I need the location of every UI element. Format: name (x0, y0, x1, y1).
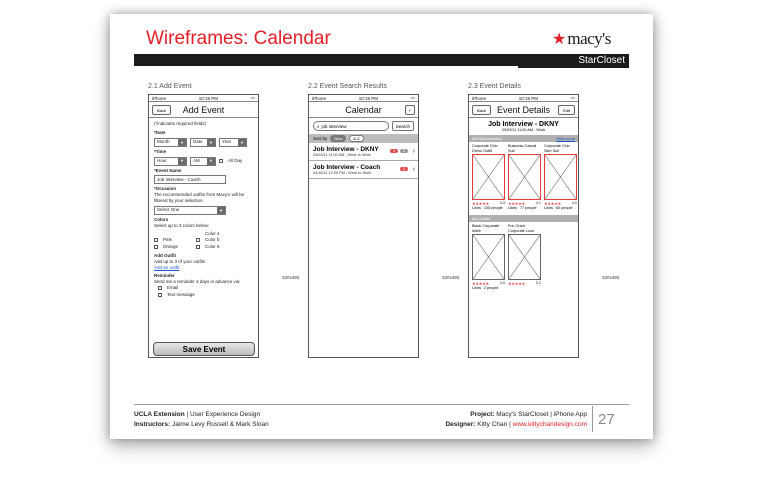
chevron-down-icon: ▼ (207, 158, 215, 165)
phone-add-event: iPhone 10:15 PM ▭ Back Add Event (*indicates required fields) *Date Month ▼ Date ▼ Year ▼ *Time Hour ▼ AM ▼ All Day *Event Name Job Interview - Coach *Occasion The recommended outfits from Macy's will be filtered by your selection. Select One ▼ Colors Select up to 3 colors below: Pink Orange Color 4 Color 5 Color 6 Add Outfit Add up to 3 of your outfits Add an outfit Reminder Send me a reminder 3 days in advance via: Email Text message Save Event (148, 94, 259, 358)
chevron-right-icon: › (412, 166, 415, 173)
battery-icon: ▭ (570, 95, 575, 100)
outfit-image (544, 154, 577, 200)
outfit-card[interactable]: Corporate Chic Skirt Suit ★★★★★ 4.0 Likes 60 people (544, 144, 577, 210)
star-icon: ★ (552, 31, 567, 48)
event-subtitle: 03/03/11 11:00 AM - Work (501, 128, 546, 132)
screen-label-search: 2.2 Event Search Results (308, 83, 387, 90)
outfit-image (472, 154, 505, 200)
nav-bar (469, 102, 578, 118)
required-note: (*indicates required fields) (154, 121, 207, 126)
colors-label: Colors (154, 216, 169, 222)
back-button[interactable]: Back (152, 105, 171, 115)
event-name-input[interactable]: Job Interview - Coach (154, 175, 226, 184)
count-badge: 4 (390, 149, 398, 153)
chevron-down-icon: ▼ (207, 139, 215, 146)
add-outfit-label: Add Outfit (154, 253, 176, 259)
screen-label-details: 2.3 Event Details (468, 83, 521, 90)
chevron-down-icon: ▼ (238, 139, 246, 146)
date-select[interactable]: Date ▼ (190, 138, 216, 147)
edit-button[interactable]: Edit (558, 105, 575, 115)
hour-select[interactable]: Hour ▼ (154, 157, 187, 166)
email-checkbox[interactable] (158, 286, 162, 290)
phone-event-details (468, 94, 579, 358)
page-number: 27 (598, 411, 615, 428)
slide-title: Wireframes: Calendar (146, 28, 331, 49)
outfit-image (508, 234, 541, 280)
date-label: *Date (154, 129, 166, 135)
ampm-select[interactable]: AM ▼ (190, 157, 216, 166)
status-bar: iPhone 10:15 PM ▭ (149, 95, 258, 102)
nav-title: Add Event (182, 104, 225, 115)
nav-bar (309, 102, 418, 118)
text-message-checkbox[interactable] (158, 293, 162, 297)
footer-divider (592, 406, 593, 432)
pink-checkbox[interactable] (154, 238, 158, 242)
list-item[interactable]: Job Interview - DKNY 03/03/11 11:00 AM - Wear to Work 4 3 › (309, 143, 418, 161)
add-event-button[interactable]: + (405, 105, 415, 115)
logo-text: macy's (567, 29, 611, 48)
outfit-card[interactable]: Corporate Chic Dress Outfit ★★★★★ 4.3 Likes 105 people (472, 144, 505, 210)
macys-logo (552, 29, 611, 49)
sort-bar: Sort by New A-Z (309, 134, 418, 143)
phone-search-results (308, 94, 419, 358)
footer-left: UCLA Extension | User Experience Design Instructors: Jaime Levy Russell & Mark Sloan (134, 411, 269, 429)
nav-title: Event Details (496, 104, 551, 115)
outfit-image (472, 234, 505, 280)
sort-az[interactable]: A-Z (349, 135, 363, 142)
search-button[interactable]: Search (392, 121, 414, 131)
footer-right: Project: Macy's StarCloset | iPhone App Designer: Kitty Chan | www.kittychandesign.com (445, 411, 587, 429)
my-outfits-bar: My Outfits (469, 215, 578, 222)
recommend-bar: We Recommend View more (469, 135, 578, 142)
add-outfit-desc: Add up to 3 of your outfits (154, 258, 206, 264)
time-label: *Time (154, 148, 167, 154)
color6-checkbox[interactable] (196, 245, 200, 249)
rating-stars: ★★★★★ (472, 202, 490, 206)
occasion-select[interactable]: Select One ▼ (154, 206, 226, 215)
count-badge: 3 (400, 149, 408, 153)
size-label: 320x480 (602, 275, 620, 280)
reminder-label: Reminder (154, 272, 175, 278)
month-select[interactable]: Month ▼ (154, 138, 187, 147)
all-day-label: All Day (228, 158, 243, 164)
search-icon: ⌕ (317, 123, 320, 129)
outfit-image (508, 154, 541, 200)
nav-bar (149, 102, 258, 118)
outfit-card[interactable]: Fun Chick Corporate Look ★★★★★ 3.2 (508, 224, 541, 286)
size-label: 320x480 (442, 275, 460, 280)
add-outfit-link[interactable]: Add an outfit (154, 264, 180, 270)
save-event-button[interactable]: Save Event (153, 342, 255, 356)
chevron-right-icon: › (412, 148, 415, 155)
rating-stars: ★★★★★ (508, 282, 526, 286)
search-row (309, 118, 418, 134)
nav-title: Calendar (345, 104, 382, 115)
outfit-card[interactable]: Business Casual Suit ★★★★★ 4.1 Likes 77 people (508, 144, 541, 210)
chevron-down-icon: ▼ (178, 158, 186, 165)
color5-checkbox[interactable] (196, 238, 200, 242)
rating-stars: ★★★★★ (508, 202, 526, 206)
status-bar: iPhone 10:15 PM ▭ (469, 95, 578, 102)
footer-rule (134, 404, 629, 405)
chevron-down-icon: ▼ (178, 139, 186, 146)
screen-label-add-event: 2.1 Add Event (148, 83, 192, 90)
battery-icon: ▭ (410, 95, 415, 100)
slide-page (110, 14, 653, 439)
year-select[interactable]: Year ▼ (219, 138, 247, 147)
reminder-desc: Send me a reminder 3 days in advance via: (154, 278, 241, 284)
battery-icon: ▭ (250, 95, 255, 100)
search-input[interactable]: ⌕ job interview (313, 121, 389, 131)
sort-new[interactable]: New (330, 135, 346, 142)
outfit-card[interactable]: Black Corporate Attire ★★★★★ 4.0 Likes 2 people (472, 224, 505, 290)
count-badge: 3 (400, 167, 408, 171)
section-label: StarCloset (518, 54, 629, 68)
colors-desc: Select up to 3 colors below: (154, 222, 210, 228)
back-button[interactable]: Back (472, 105, 491, 115)
designer-site-link[interactable]: www.kittychandesign.com (512, 421, 587, 429)
status-bar: iPhone 10:15 PM ▭ (309, 95, 418, 102)
all-day-checkbox[interactable] (219, 159, 223, 163)
event-title: Job Interview - DKNY (488, 121, 559, 128)
occasion-label: *Occasion (154, 186, 177, 192)
rating-stars: ★★★★★ (544, 202, 562, 206)
rating-stars: ★★★★★ (472, 282, 490, 286)
occasion-desc: The recommended outfits from Macy's will be filtered by your selection. (154, 192, 245, 204)
chevron-down-icon: ▼ (217, 207, 225, 214)
orange-checkbox[interactable] (154, 245, 158, 249)
event-name-label: *Event Name (154, 167, 182, 173)
list-item[interactable]: Job Interview - Coach 04/16/11 12:00 PM - Wear to Work 3 › (309, 161, 418, 179)
view-more-link[interactable]: View more (556, 136, 575, 141)
size-label: 320x480 (282, 275, 300, 280)
